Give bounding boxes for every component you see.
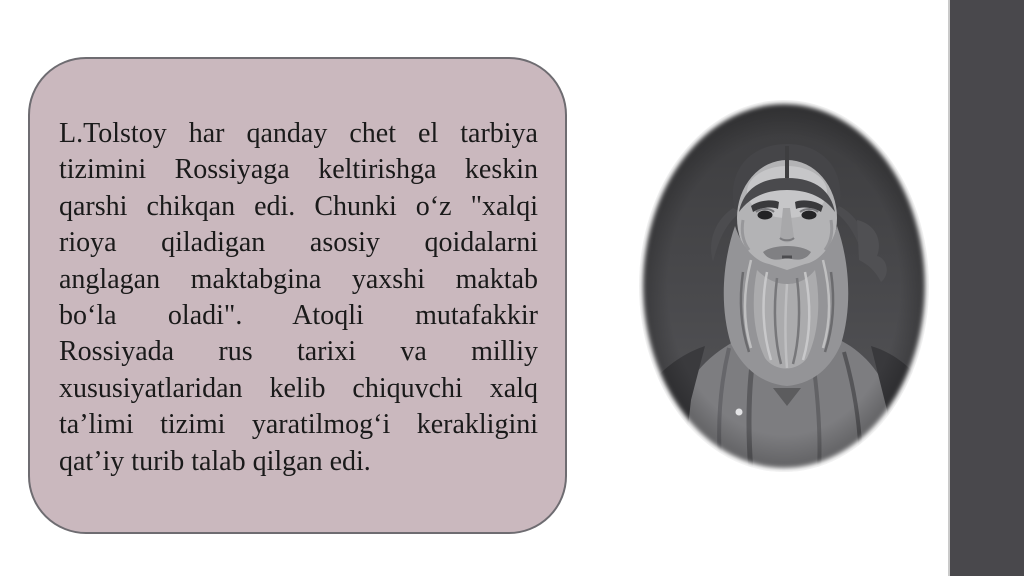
text-line: L.Tolstoy har qanday chet el tarbiya	[59, 118, 538, 149]
text-line: bo‘la oladi". Atoqli mutafakkir	[59, 300, 538, 332]
textbox-lines	[59, 116, 538, 480]
text-line: rioya qiladigan asosiy qoidalarni	[59, 227, 538, 259]
text-line: Rossiyada rus tarixi va milliy	[59, 336, 538, 368]
text-line: anglagan maktabgina yaxshi maktab	[59, 263, 538, 295]
right-accent-bar	[948, 0, 1024, 576]
tolstoy-portrait-illustration	[639, 100, 929, 472]
tolstoy-portrait	[639, 100, 929, 472]
text-box	[28, 57, 567, 534]
text-line: xususiyatlaridan kelib chiquvchi xalq	[59, 372, 538, 404]
text-line: qat’iy turib talab qilgan edi.	[59, 445, 371, 477]
text-line: qarshi chikqan edi. Chunki o‘z "xalqi	[59, 190, 538, 222]
text-line: tizimini Rossiyaga keltirishga keskin	[59, 154, 538, 186]
text-line: ta’limi tizimi yaratilmog‘i kerakligini	[59, 409, 538, 441]
